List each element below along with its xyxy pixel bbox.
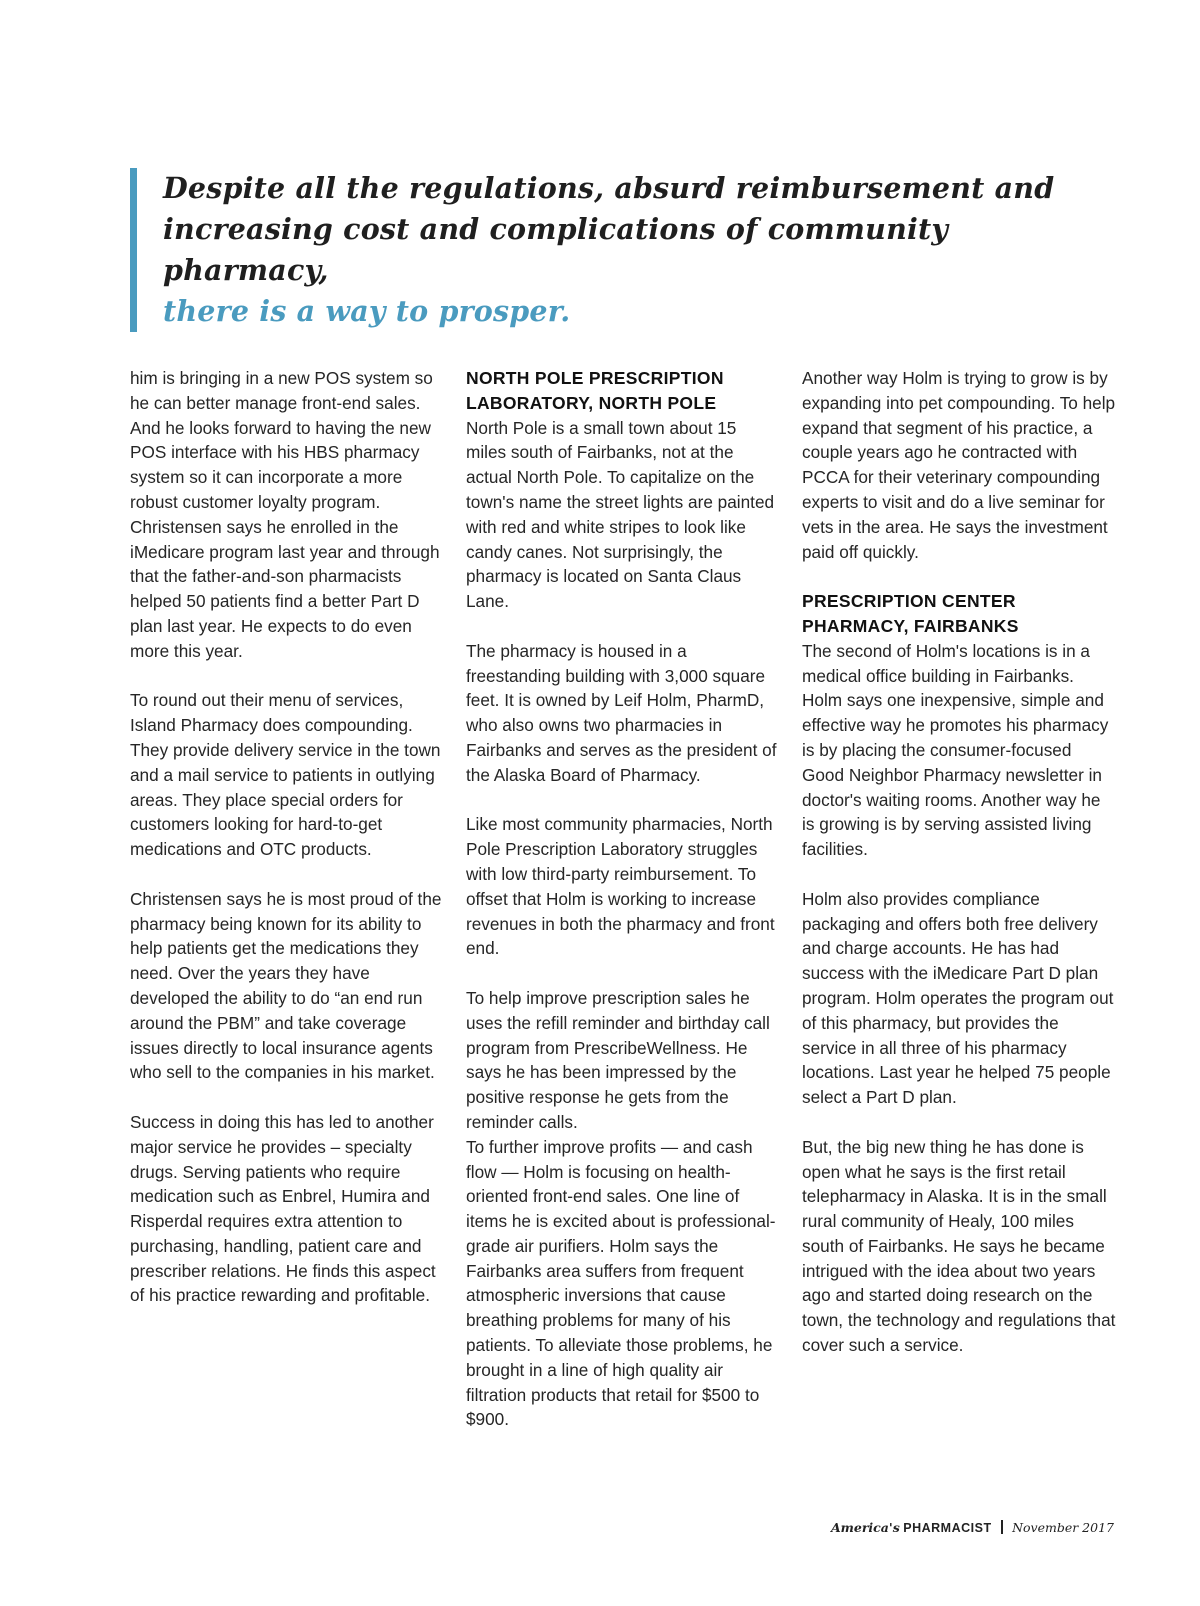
article-column-1	[130, 366, 445, 1333]
column-2-paragraph-4: To help improve prescription sales he uses the refill reminder and birthday call program from PrescribeWellness. He says he has been impressed by the positive response he gets from the reminder calls.	[466, 987, 770, 1132]
column-2-paragraph-3: Like most community pharmacies, North Pole Prescription Laboratory struggles with low third-party reimbursement. To offset that Holm is working to increase revenues in both the pharmacy and front end.	[466, 814, 775, 959]
pull-quote-line-3-accent: there is a way to prosper.	[163, 294, 571, 328]
column-1-paragraph-1: him is bringing in a new POS system so he can better manage front-end sales. And he looks forward to having the new POS interface with his HBS pharmacy system so it can incorporate a more robust customer loyalty program. Christensen says he enrolled in the iMedicare program last year and through that the father-and-son pharmacists helped 50 patients find a better Part D plan last year. He expects to do even more this year.	[130, 368, 440, 661]
section-heading-prescription-center: PRESCRIPTION CENTER PHARMACY, FAIRBANKS	[802, 591, 1019, 636]
column-2-paragraph-2: The pharmacy is housed in a freestanding building with 3,000 square feet. It is owned by Leif Holm, PharmD, who also owns two pharmacies in Fairbanks and serves as the president of the Alaska Board of Pharmacy.	[466, 640, 777, 785]
publication-brand: PHARMACIST	[903, 1521, 992, 1535]
pull-quote	[130, 168, 1123, 332]
article-column-3	[802, 366, 1117, 1383]
column-1-paragraph-3: Christensen says he is most proud of the pharmacy being known for its ability to help patients get the medications they need. Over the years they have developed the ability to do “an end run around the PBM” and take coverage issues directly to local insurance agents who sell to the companies in his market.	[130, 888, 442, 1083]
column-2-paragraph-1: North Pole is a small town about 15 miles south of Fairbanks, not at the actual North Pole. To capitalize on the town's name the street lights are painted with red and white stripes to look like candy canes. Not surprisingly, the pharmacy is located on Santa Claus Lane.	[466, 417, 775, 612]
column-3-paragraph-3: Holm also provides compliance packaging and offers both free delivery and charge accounts. He has had success with the iMedicare Part D plan program. Holm operates the program out of this pharmacy, but provides the service in all three of his pharmacy locations. Last year he helped 75 people select a Part D plan.	[802, 888, 1114, 1108]
article-column-2	[466, 366, 781, 1457]
column-3-paragraph-4: But, the big new thing he has done is open what he says is the first retail telepharmacy in Alaska. It is in the small rural community of Healy, 100 miles south of Fairbanks. He says he became intrigued with the idea about two years ago and started doing research on the town, the technology and regulations that cover such a service.	[802, 1136, 1116, 1356]
footer-divider	[1001, 1520, 1003, 1534]
column-1-paragraph-4: Success in doing this has led to another major service he provides – specialty drugs. Serving patients who require medication such as Enbrel, Humira and Risperdal requires extra attention to purchasing, handling, patient care and prescriber relations. He finds this aspect of his practice rewarding and profitable.	[130, 1111, 436, 1306]
column-3-paragraph-1: Another way Holm is trying to grow is by expanding into pet compounding. To help expand that segment of his practice, a couple years ago he contracted with PCCA for their veterinary compounding experts to visit and do a live seminar for vets in the area. He says the investment paid off quickly.	[802, 368, 1116, 562]
column-3-paragraph-2: The second of Holm's locations is in a medical office building in Fairbanks. Holm says one inexpensive, simple and effective way he promotes his pharmacy is by placing the consumer-focused Good Neighbor Pharmacy newsletter in doctor's waiting rooms. Another way he is growing is by serving assisted living facilities.	[802, 640, 1109, 860]
column-2-paragraph-5: To further improve profits — and cash flow — Holm is focusing on health-oriented front-end sales. One line of items he is excited about is professional-grade air purifiers. Holm says the Fairbanks area suffers from frequent atmospheric inversions that cause breathing problems for many of his patients. To alleviate those problems, he brought in a line of high quality air filtration products that retail for $500 to $900.	[466, 1136, 776, 1430]
page-footer	[831, 1520, 1114, 1535]
section-heading-north-pole: NORTH POLE PRESCRIPTION LABORATORY, NORTH POLE	[466, 368, 724, 413]
issue-date: November 2017	[1012, 1520, 1114, 1535]
pull-quote-line-2: increasing cost and complications of community pharmacy,	[163, 212, 949, 287]
pull-quote-line-1: Despite all the regulations, absurd reimbursement and	[163, 171, 1055, 205]
column-1-paragraph-2: To round out their menu of services, Island Pharmacy does compounding. They provide delivery service in the town and a mail service to patients in outlying areas. They place special orders for customers looking for hard-to-get medications and OTC products.	[130, 690, 441, 860]
publication-name: America's	[830, 1520, 900, 1535]
